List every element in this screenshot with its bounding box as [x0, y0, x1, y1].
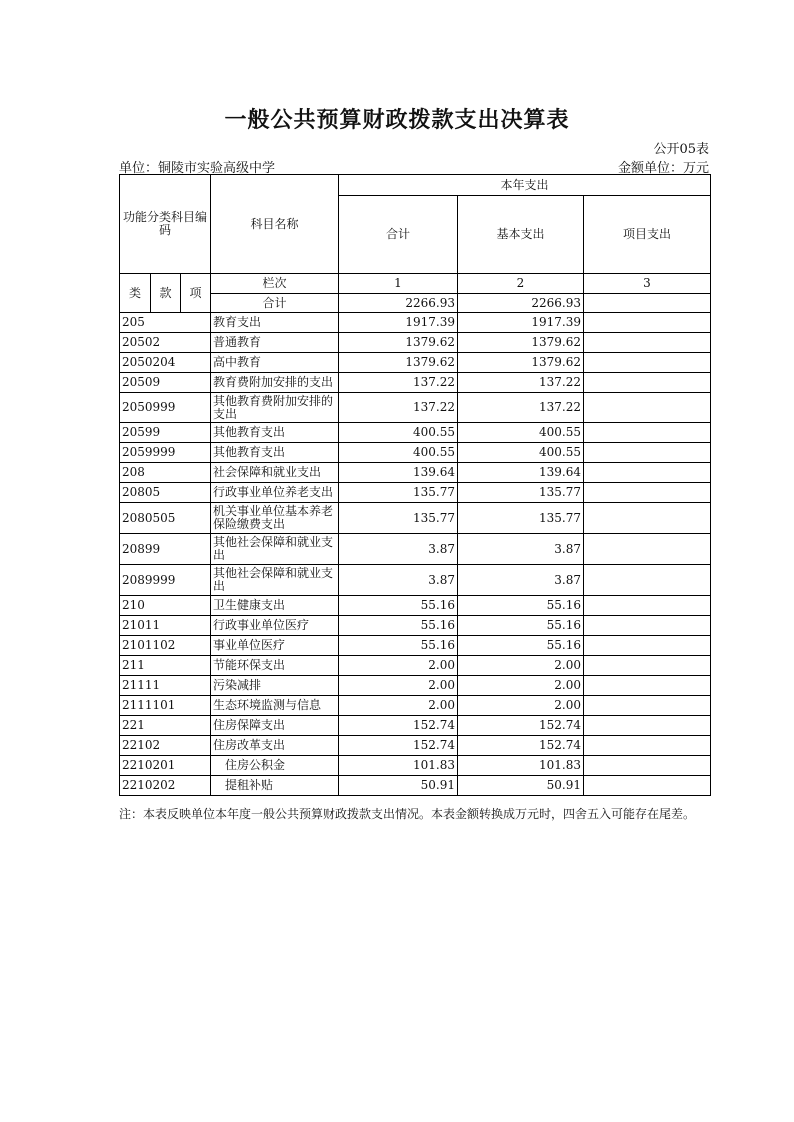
row-name: 普通教育 — [211, 333, 339, 353]
row-project — [584, 716, 711, 736]
table-row — [120, 756, 711, 776]
row-code: 20509 — [120, 373, 211, 393]
row-basic: 2.00 — [458, 676, 584, 696]
row-project — [584, 423, 711, 443]
header-col1: 1 — [339, 274, 458, 294]
row-basic: 137.22 — [458, 393, 584, 423]
row-name: 生态环境监测与信息 — [211, 696, 339, 716]
row-project — [584, 313, 711, 333]
row-basic: 3.87 — [458, 565, 584, 596]
row-basic: 152.74 — [458, 716, 584, 736]
row-name: 其他教育支出 — [211, 423, 339, 443]
row-project — [584, 393, 711, 423]
row-code: 2101102 — [120, 636, 211, 656]
row-project — [584, 676, 711, 696]
row-basic: 400.55 — [458, 443, 584, 463]
row-project — [584, 353, 711, 373]
row-total: 400.55 — [339, 423, 458, 443]
row-total: 1379.62 — [339, 353, 458, 373]
header-kuan: 款 — [151, 274, 181, 313]
row-project — [584, 443, 711, 463]
row-total: 3.87 — [339, 565, 458, 596]
row-code: 20899 — [120, 534, 211, 565]
row-name: 机关事业单位基本养老保险缴费支出 — [211, 503, 339, 534]
row-project — [584, 503, 711, 534]
row-total: 152.74 — [339, 716, 458, 736]
table-row — [120, 393, 711, 423]
table-row — [120, 716, 711, 736]
row-name: 其他社会保障和就业支出 — [211, 534, 339, 565]
amount-unit-label: 金额单位：万元 — [617, 161, 709, 176]
header-total: 合计 — [339, 196, 458, 274]
row-name: 高中教育 — [211, 353, 339, 373]
header-basic: 基本支出 — [458, 196, 584, 274]
table-row — [120, 313, 711, 333]
table-row — [120, 443, 711, 463]
row-total: 2.00 — [339, 676, 458, 696]
row-code: 2210202 — [120, 776, 211, 796]
row-basic: 152.74 — [458, 736, 584, 756]
table-row — [120, 656, 711, 676]
row-total: 2.00 — [339, 696, 458, 716]
row-total: 152.74 — [339, 736, 458, 756]
unit-label: 单位：铜陵市实验高级中学 — [119, 161, 276, 176]
row-name: 污染减排 — [211, 676, 339, 696]
row-total: 135.77 — [339, 503, 458, 534]
table-row — [120, 353, 711, 373]
row-total: 2.00 — [339, 656, 458, 676]
table-row — [120, 423, 711, 443]
table-row — [120, 636, 711, 656]
row-name: 其他教育支出 — [211, 443, 339, 463]
row-code: 2059999 — [120, 443, 211, 463]
row-total: 135.77 — [339, 483, 458, 503]
row-code: 2050204 — [120, 353, 211, 373]
row-code: 2111101 — [120, 696, 211, 716]
row-code: 205 — [120, 313, 211, 333]
table-code: 公开05表 — [653, 142, 709, 157]
table-row — [120, 596, 711, 616]
row-name: 教育支出 — [211, 313, 339, 333]
table-row — [120, 696, 711, 716]
row-code: 2080505 — [120, 503, 211, 534]
row-code: 211 — [120, 656, 211, 676]
row-code: 20805 — [120, 483, 211, 503]
row-project — [584, 756, 711, 776]
row-total: 55.16 — [339, 636, 458, 656]
row-basic: 137.22 — [458, 373, 584, 393]
header-project: 项目支出 — [584, 196, 711, 274]
row-basic: 139.64 — [458, 463, 584, 483]
row-name: 其他社会保障和就业支出 — [211, 565, 339, 596]
row-basic: 1379.62 — [458, 353, 584, 373]
header-func-code: 功能分类科目编码 — [120, 175, 211, 274]
row-name: 其他教育费附加安排的支出 — [211, 393, 339, 423]
header-xiang: 项 — [181, 274, 211, 313]
row-name: 事业单位医疗 — [211, 636, 339, 656]
footer-note: 注：本表反映单位本年度一般公共预算财政拨款支出情况。本表金额转换成万元时，四舍五入可能存在尾差。 — [119, 807, 696, 821]
row-project — [584, 483, 711, 503]
table-row — [120, 463, 711, 483]
row-total: 400.55 — [339, 443, 458, 463]
table-row — [120, 333, 711, 353]
row-name: 提租补贴 — [211, 776, 339, 796]
row-project — [584, 636, 711, 656]
row-name: 行政事业单位养老支出 — [211, 483, 339, 503]
row-project — [584, 596, 711, 616]
table-row — [120, 534, 711, 565]
table-row — [120, 736, 711, 756]
row-basic: 135.77 — [458, 503, 584, 534]
row-basic: 1379.62 — [458, 333, 584, 353]
row-total: 50.91 — [339, 776, 458, 796]
row-basic: 50.91 — [458, 776, 584, 796]
row-total: 139.64 — [339, 463, 458, 483]
row-basic: 55.16 — [458, 616, 584, 636]
row-name: 卫生健康支出 — [211, 596, 339, 616]
row-total: 1917.39 — [339, 313, 458, 333]
row-project — [584, 534, 711, 565]
row-code: 221 — [120, 716, 211, 736]
table-row — [120, 565, 711, 596]
table-row — [120, 503, 711, 534]
row-project — [584, 656, 711, 676]
row-name: 住房公积金 — [211, 756, 339, 776]
table-row — [120, 616, 711, 636]
row-project — [584, 565, 711, 596]
table-row — [120, 483, 711, 503]
expenditure-table — [119, 174, 711, 796]
row-code: 20599 — [120, 423, 211, 443]
row-name: 社会保障和就业支出 — [211, 463, 339, 483]
header-subject-name: 科目名称 — [211, 175, 339, 274]
sum-label: 合计 — [211, 294, 339, 313]
header-lei: 类 — [120, 274, 151, 313]
table-row — [120, 676, 711, 696]
row-code: 2050999 — [120, 393, 211, 423]
row-name: 节能环保支出 — [211, 656, 339, 676]
row-code: 22102 — [120, 736, 211, 756]
row-code: 208 — [120, 463, 211, 483]
row-basic: 400.55 — [458, 423, 584, 443]
header-col2: 2 — [458, 274, 584, 294]
row-code: 2089999 — [120, 565, 211, 596]
row-name: 行政事业单位医疗 — [211, 616, 339, 636]
row-basic: 3.87 — [458, 534, 584, 565]
row-total: 1379.62 — [339, 333, 458, 353]
row-basic: 55.16 — [458, 636, 584, 656]
row-basic: 55.16 — [458, 596, 584, 616]
row-total: 55.16 — [339, 616, 458, 636]
row-total: 101.83 — [339, 756, 458, 776]
row-basic: 2.00 — [458, 696, 584, 716]
header-col3: 3 — [584, 274, 711, 294]
row-code: 2210201 — [120, 756, 211, 776]
sum-project — [584, 294, 711, 313]
table-row — [120, 776, 711, 796]
row-project — [584, 463, 711, 483]
row-name: 住房改革支出 — [211, 736, 339, 756]
row-basic: 101.83 — [458, 756, 584, 776]
row-name: 教育费附加安排的支出 — [211, 373, 339, 393]
row-project — [584, 736, 711, 756]
row-project — [584, 333, 711, 353]
row-total: 55.16 — [339, 596, 458, 616]
row-project — [584, 776, 711, 796]
sum-total: 2266.93 — [339, 294, 458, 313]
sum-basic: 2266.93 — [458, 294, 584, 313]
row-basic: 1917.39 — [458, 313, 584, 333]
row-project — [584, 616, 711, 636]
row-code: 21111 — [120, 676, 211, 696]
header-current-year: 本年支出 — [339, 175, 711, 196]
row-code: 20502 — [120, 333, 211, 353]
row-code: 21011 — [120, 616, 211, 636]
row-name: 住房保障支出 — [211, 716, 339, 736]
row-project — [584, 373, 711, 393]
page-title: 一般公共预算财政拨款支出决算表 — [224, 108, 570, 133]
row-code: 210 — [120, 596, 211, 616]
row-total: 3.87 — [339, 534, 458, 565]
row-project — [584, 696, 711, 716]
row-basic: 135.77 — [458, 483, 584, 503]
row-basic: 2.00 — [458, 656, 584, 676]
table-row — [120, 373, 711, 393]
row-total: 137.22 — [339, 373, 458, 393]
row-total: 137.22 — [339, 393, 458, 423]
header-column-label: 栏次 — [211, 274, 339, 294]
